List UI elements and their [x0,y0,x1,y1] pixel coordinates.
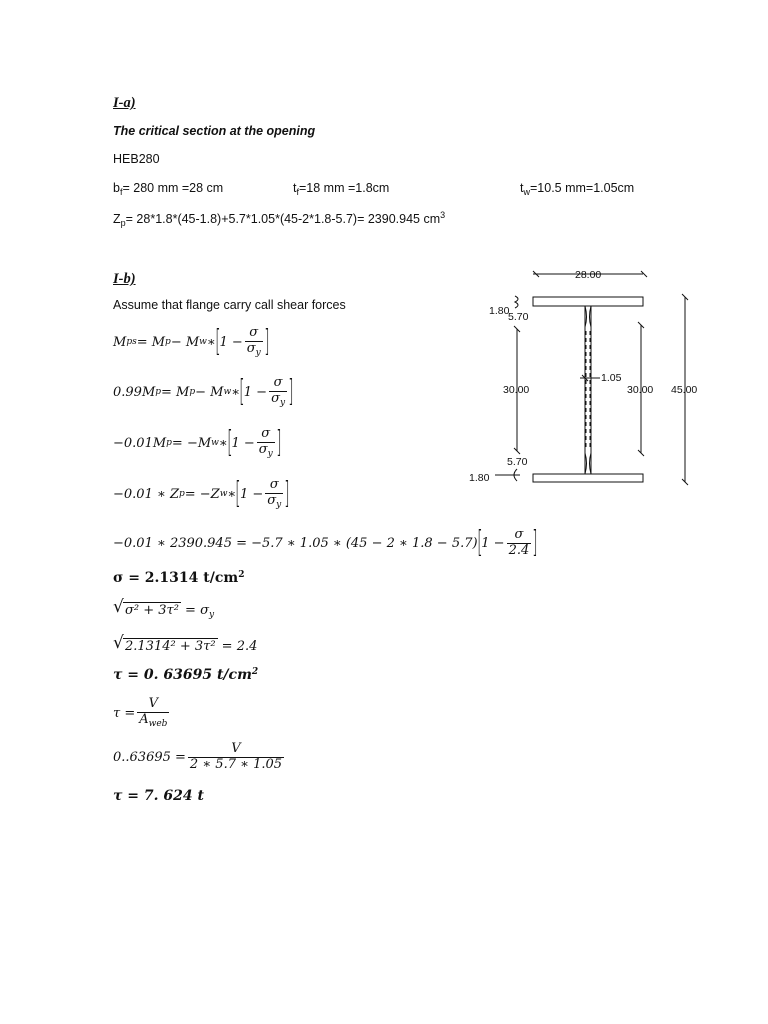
label-web-right: 30.00 [627,384,654,396]
web-thickness: $t_w=10.5$ mm=1.05cm [520,181,635,197]
equation-zp: −0.01 ∗ Z p = −Z w ∗ [ 1 − $\frac{\sigma}{\sigma_y}$ ] [113,476,290,512]
von-mises-equation: √ $\sigma^2 + 3\tau^2 = \sigma_y$ [113,597,215,620]
section-a-heading: I-a) [113,95,136,111]
tau-numeric: 0..63695 = $\frac{V}{2 ∗ 5.7 ∗ 1.05}$ [113,741,283,772]
flange-thickness: $t_f=18$ mm =1.8cm [293,181,390,197]
section-b-heading: I-b) [113,271,136,287]
profile-name: HEB280 [113,152,160,166]
label-web-top: 5.70 [508,311,529,323]
equation-numeric: −0.01 ∗ 2390.945 = −5.7 ∗ 1.05 ∗ (45 − 2 ∗ 1.8 − 5.7) [ 1 − $\frac{\sigma}{2.4}$ ] [113,525,538,561]
tau-result: τ = 0. 63695 $t/cm^2$ [113,667,259,683]
section-a-subtitle: The critical section at the opening [113,124,316,138]
equation-mps: M ps = M p − M w ∗ [ 1 − $\frac{\sigma}{\sigma_y}$ ] [113,324,270,360]
equation-001mp: −0.01M p = −M w ∗ [ 1 − $\frac{\sigma}{\sigma_y}$ ] [113,425,282,461]
label-flange-top: 1.80 [489,305,510,317]
flange-width: $b_f= 280$ mm =28 cm [113,181,224,197]
final-result: τ = 7. 624 t [113,788,204,804]
label-width: 28.00 [575,269,602,281]
von-mises-numeric: √ 2.1314² + 3τ² = 2.4 [113,633,258,654]
label-flange-bottom: 1.80 [469,472,490,484]
label-total-height: 45.00 [671,384,698,396]
label-web-thickness: 1.05 [601,372,622,384]
label-web-left: 30.00 [503,384,530,396]
label-web-bottom: 5.70 [507,456,528,468]
assumption-text: Assume that flange carry call shear forces [113,298,346,312]
tau-definition: τ = $\frac{V}{A_{web}}$ [113,696,168,729]
sigma-result: σ = 2.1314 $t/cm^2$ [113,570,245,586]
plastic-modulus: $Z_p= 28*1.8*(45-1.8)+5.7*1.05*(45-2*1.8-5.7)= 2390.945$ $cm^3$ [113,210,446,228]
equation-099mp: 0.99M p = M p − M w ∗ [ 1 − $\frac{\sigma}{\sigma_y}$ ] [113,374,294,410]
ibeam-cross-section [465,265,705,495]
